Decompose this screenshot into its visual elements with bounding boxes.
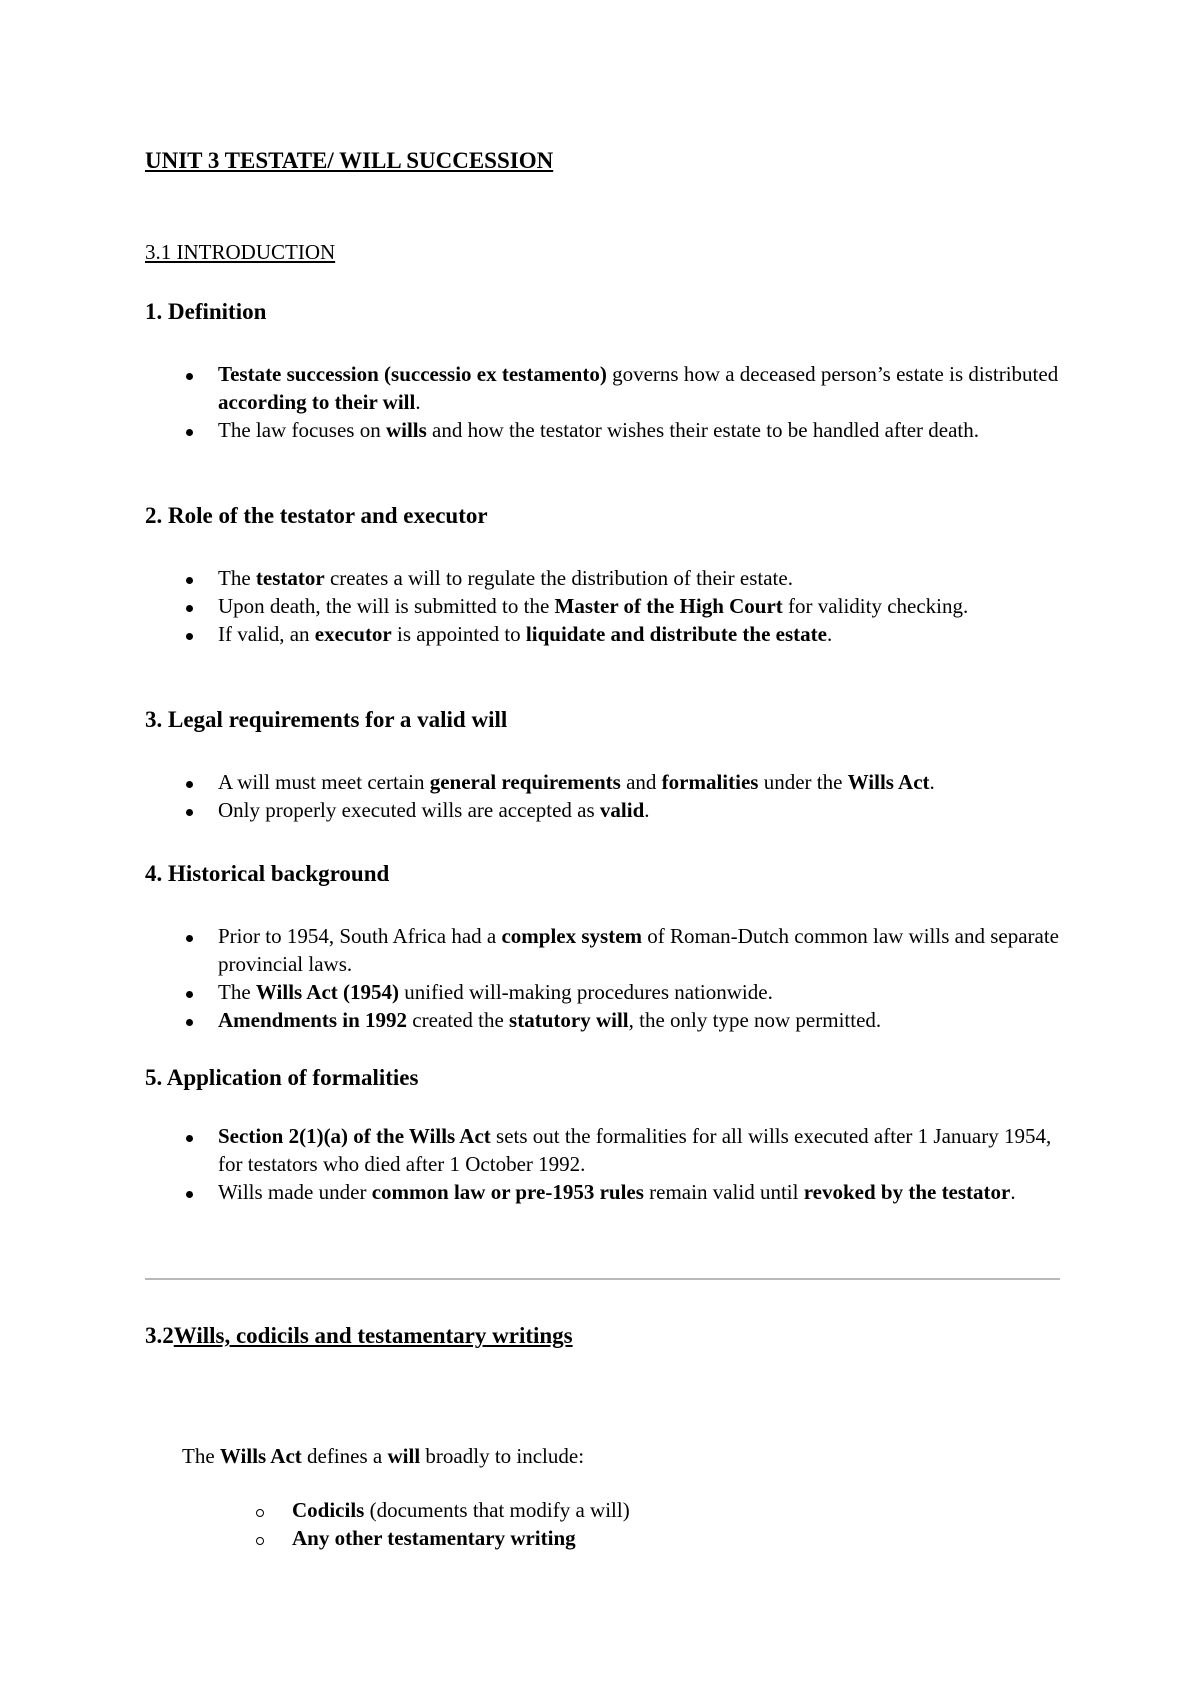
text-run: The [218, 566, 256, 590]
list-item [0, 1524, 630, 1552]
bullet-list [0, 768, 1200, 824]
bold-text: Wills Act [219, 1444, 302, 1468]
text-run: for validity checking. [782, 594, 969, 618]
bullet-list [0, 360, 1200, 444]
section-heading-history: 4. Historical background [145, 861, 390, 886]
bold-text: Codicils [292, 1498, 365, 1522]
bold-text: testator [255, 566, 325, 590]
text-run: defines a [301, 1444, 388, 1468]
text-run: If valid, an [218, 622, 315, 646]
list-item [0, 1006, 1200, 1034]
intro-heading: 3.1 INTRODUCTION [145, 240, 336, 264]
bullet-list [0, 564, 1200, 648]
bold-text: Wills Act [847, 770, 930, 794]
text-run: creates a will to regulate the distribution of their estate. [324, 566, 793, 590]
text-run: sets out the formalities for all wills executed after 1 January 1954, for testators who died after 1 October 1992. [218, 1124, 1052, 1176]
text-run: A will must meet certain [218, 770, 430, 794]
circle-bullet-icon [256, 1509, 264, 1517]
text-run: Wills made under [218, 1180, 372, 1204]
text-run: . [929, 770, 935, 794]
section-heading-definition: 1. Definition [145, 299, 267, 324]
bold-text: Section 2(1)(a) of the Wills Act [218, 1124, 491, 1148]
text-run: The [182, 1444, 220, 1468]
bold-text: statutory will [509, 1008, 629, 1032]
text-run: governs how a deceased person’s estate is distributed [606, 362, 1059, 386]
bullet-icon [186, 429, 193, 436]
bold-text: Wills Act (1954) [255, 980, 400, 1004]
bullet-icon [186, 1135, 193, 1142]
list-item [0, 922, 1200, 978]
bold-text: Amendments in 1992 [218, 1008, 408, 1032]
section-heading-formalities: 5. Application of formalities [145, 1065, 419, 1090]
text-run: Prior to 1954, South Africa had a [218, 924, 502, 948]
section-32-intro [182, 1442, 584, 1470]
list-item [0, 1178, 1200, 1206]
bold-text: executor [314, 622, 392, 646]
text-run: created the [407, 1008, 510, 1032]
circle-bullet-list [0, 1496, 630, 1552]
text-run: The law focuses on [218, 418, 386, 442]
text-run: . [1010, 1180, 1016, 1204]
bold-text: valid [599, 798, 645, 822]
text-run: . [826, 622, 833, 646]
section-heading-role: 2. Role of the testator and executor [145, 503, 488, 528]
bullet-icon [186, 781, 193, 788]
bold-text: Testate succession (successio ex testamento) [218, 362, 607, 386]
bullet-icon [186, 633, 193, 640]
text-run: . [644, 798, 650, 822]
section-32-title: Wills, codicils and testamentary writings [173, 1323, 573, 1348]
horizontal-divider [145, 1278, 1060, 1280]
bullet-icon [186, 809, 193, 816]
bold-text: according to their will [218, 390, 416, 414]
list-item [0, 620, 1200, 648]
list-item [0, 796, 1200, 824]
text-run: is appointed to [391, 622, 526, 646]
bullet-icon [186, 1019, 193, 1026]
unit-title: UNIT 3 TESTATE/ WILL SUCCESSION [145, 148, 554, 173]
bold-text: revoked by the testator [803, 1180, 1011, 1204]
bullet-list [0, 1122, 1200, 1206]
bold-text: Master of the High Court [554, 594, 783, 618]
bullet-icon [186, 605, 193, 612]
bold-text: general requirements [429, 770, 621, 794]
bullet-icon [186, 935, 193, 942]
list-item [0, 1496, 630, 1524]
bold-text: liquidate and distribute the estate [525, 622, 827, 646]
list-item [0, 564, 1200, 592]
list-item [0, 416, 1200, 444]
text-run: remain valid until [643, 1180, 804, 1204]
text-run: and how the testator wishes their estate to be handled after death. [426, 418, 980, 442]
text-run: of Roman-Dutch common law wills and separate provincial laws. [218, 924, 1060, 976]
text-run: The [218, 980, 256, 1004]
bold-text: will [387, 1444, 421, 1468]
bold-text: wills [385, 418, 427, 442]
text-run: and [620, 770, 662, 794]
section-32-number: 3.2 [145, 1323, 174, 1348]
text-run: . [415, 390, 421, 414]
list-item [0, 592, 1200, 620]
text-run: under the [758, 770, 848, 794]
bullet-icon [186, 991, 193, 998]
text-run: Only properly executed wills are accepted as [218, 798, 600, 822]
text-run: Upon death, the will is submitted to the [218, 594, 555, 618]
section-heading-requirements: 3. Legal requirements for a valid will [145, 707, 508, 732]
text-run: (documents that modify a will) [364, 1498, 630, 1522]
bullet-icon [186, 373, 193, 380]
bullet-list [0, 922, 1200, 1034]
list-item [0, 360, 1200, 416]
bold-text: complex system [501, 924, 643, 948]
bold-text: formalities [661, 770, 759, 794]
section-32-heading [145, 1322, 573, 1350]
bullet-icon [186, 1191, 193, 1198]
text-run: unified will-making procedures nationwide. [399, 980, 773, 1004]
list-item [0, 1122, 1200, 1178]
bold-text: Any other testamentary writing [292, 1526, 576, 1550]
text-run: , the only type now permitted. [628, 1008, 882, 1032]
text-run: broadly to include: [420, 1444, 585, 1468]
bullet-icon [186, 577, 193, 584]
bold-text: common law or pre-1953 rules [371, 1180, 644, 1204]
list-item [0, 768, 1200, 796]
list-item [0, 978, 1200, 1006]
circle-bullet-icon [256, 1537, 264, 1545]
